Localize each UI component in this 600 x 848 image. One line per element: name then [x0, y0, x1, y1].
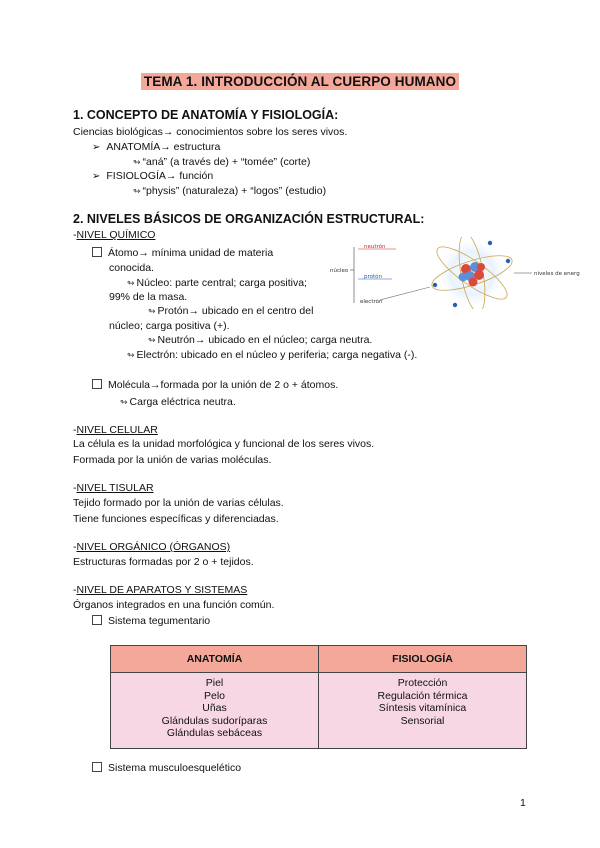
nivel-quimico-label: -NIVEL QUÍMICO [73, 229, 156, 241]
nivel-tisular-label: -NIVEL TISULAR [73, 482, 154, 494]
celular-line-1: La célula es la unidad morfológica y funcional de los seres vivos. [73, 438, 375, 450]
label-nucleo: núcleo [330, 268, 349, 274]
checkbox-icon[interactable] [92, 615, 102, 625]
list-item: Sensorial [400, 714, 445, 727]
sub-arrow-icon: ↬ [148, 335, 156, 345]
atomo-item[interactable]: Átomo→ mínima unidad de materia [92, 247, 273, 259]
molecula-item[interactable]: Molécula→formada por la unión de 2 o + átomos. [92, 379, 338, 391]
celular-line-2: Formada por la unión de varias moléculas. [73, 454, 272, 466]
table-cell-anatomia [111, 673, 319, 749]
organico-line-1: Estructuras formadas por 2 o + tejidos. [73, 556, 254, 568]
checkbox-icon[interactable] [92, 247, 102, 257]
tegumentario-table [110, 645, 527, 749]
section-1-heading: 1. CONCEPTO DE ANATOMÍA Y FISIOLOGÍA: [73, 108, 339, 122]
anatomia-etymology: ↬ “aná” (a través de) + “tomée” (corte) [133, 156, 311, 168]
atom-diagram [330, 237, 580, 309]
fisiologia-bullet: ➢ FISIOLOGÍA→ función [92, 170, 214, 182]
table-row [111, 673, 527, 749]
checkbox-icon[interactable] [92, 379, 102, 389]
sistema-tegumentario-item[interactable]: Sistema tegumentario [92, 615, 210, 627]
electron-line: ↬ Electrón: ubicado en el núcleo y periferia; carga negativa (-). [127, 349, 418, 361]
list-item: Piel [205, 677, 224, 689]
atom-illustration [330, 237, 580, 309]
anatomia-bullet: ➢ ANATOMÍA→ estructura [92, 141, 221, 153]
table-header-anatomia: ANATOMÍA [111, 646, 319, 673]
nivel-organico-label: -NIVEL ORGÁNICO (ÓRGANOS) [73, 541, 231, 553]
arrow-bullet-icon: ➢ [92, 171, 101, 182]
nivel-celular-label: -NIVEL CELULAR [73, 424, 158, 436]
proton-line: ↬ Protón→ ubicado en el centro del [148, 305, 314, 317]
page-number: 1 [520, 797, 526, 809]
atomo-item-cont: conocida. [109, 262, 154, 274]
table-header-row [111, 646, 527, 673]
list-item: Uñas [202, 702, 227, 714]
table-header-fisiologia: FISIOLOGÍA [319, 646, 527, 673]
neutron-line: ↬ Neutrón→ ubicado en el núcleo; carga neutra. [148, 334, 373, 346]
sub-arrow-icon: ↬ [133, 157, 141, 167]
list-item: Síntesis vitamínica [378, 702, 467, 714]
tisular-line-2: Tiene funciones específicas y diferenciadas. [73, 513, 279, 525]
nucleo-line-cont: 99% de la masa. [109, 291, 188, 303]
page-title: TEMA 1. INTRODUCCIÓN AL CUERPO HUMANO [0, 73, 600, 91]
sub-arrow-icon: ↬ [133, 186, 141, 196]
list-item: Pelo [203, 689, 225, 702]
checkbox-icon[interactable] [92, 762, 102, 772]
list-item: Regulación térmica [377, 689, 468, 702]
list-item: Protección [397, 677, 448, 689]
sub-arrow-icon: ↬ [148, 306, 156, 316]
tisular-line-1: Tejido formado por la unión de varias células. [73, 497, 284, 509]
arrow-bullet-icon: ➢ [92, 142, 101, 153]
sub-arrow-icon: ↬ [127, 350, 135, 360]
list-item: Glándulas sebáceas [166, 727, 263, 739]
nucleo-line: ↬ Núcleo: parte central; carga positiva; [127, 277, 307, 289]
nivel-aparatos-label: -NIVEL DE APARATOS Y SISTEMAS [73, 584, 248, 596]
label-neutron: neutrón [364, 244, 386, 250]
aparatos-line-1: Órganos integrados en una función común. [73, 599, 275, 611]
section-2-heading: 2. NIVELES BÁSICOS DE ORGANIZACIÓN ESTRUCTURAL: [73, 212, 425, 226]
sistema-musculoesqueletico-item[interactable]: Sistema musculoesquelético [92, 762, 241, 774]
label-electron: electrón [360, 299, 383, 305]
sub-arrow-icon: ↬ [127, 278, 135, 288]
section-1-intro: Ciencias biológicas→ conocimientos sobre los seres vivos. [73, 126, 348, 138]
proton-line-cont: núcleo; carga positiva (+). [109, 320, 230, 332]
fisiologia-etymology: ↬ “physis” (naturaleza) + “logos” (estudio) [133, 185, 327, 197]
table-cell-fisiologia [319, 673, 527, 749]
sub-arrow-icon: ↬ [120, 397, 128, 407]
label-proton: protón [364, 274, 383, 280]
list-item: Glándulas sudoríparas [161, 714, 268, 727]
label-niveles: niveles de energía [534, 271, 580, 277]
carga-line: ↬ Carga eléctrica neutra. [120, 396, 236, 408]
